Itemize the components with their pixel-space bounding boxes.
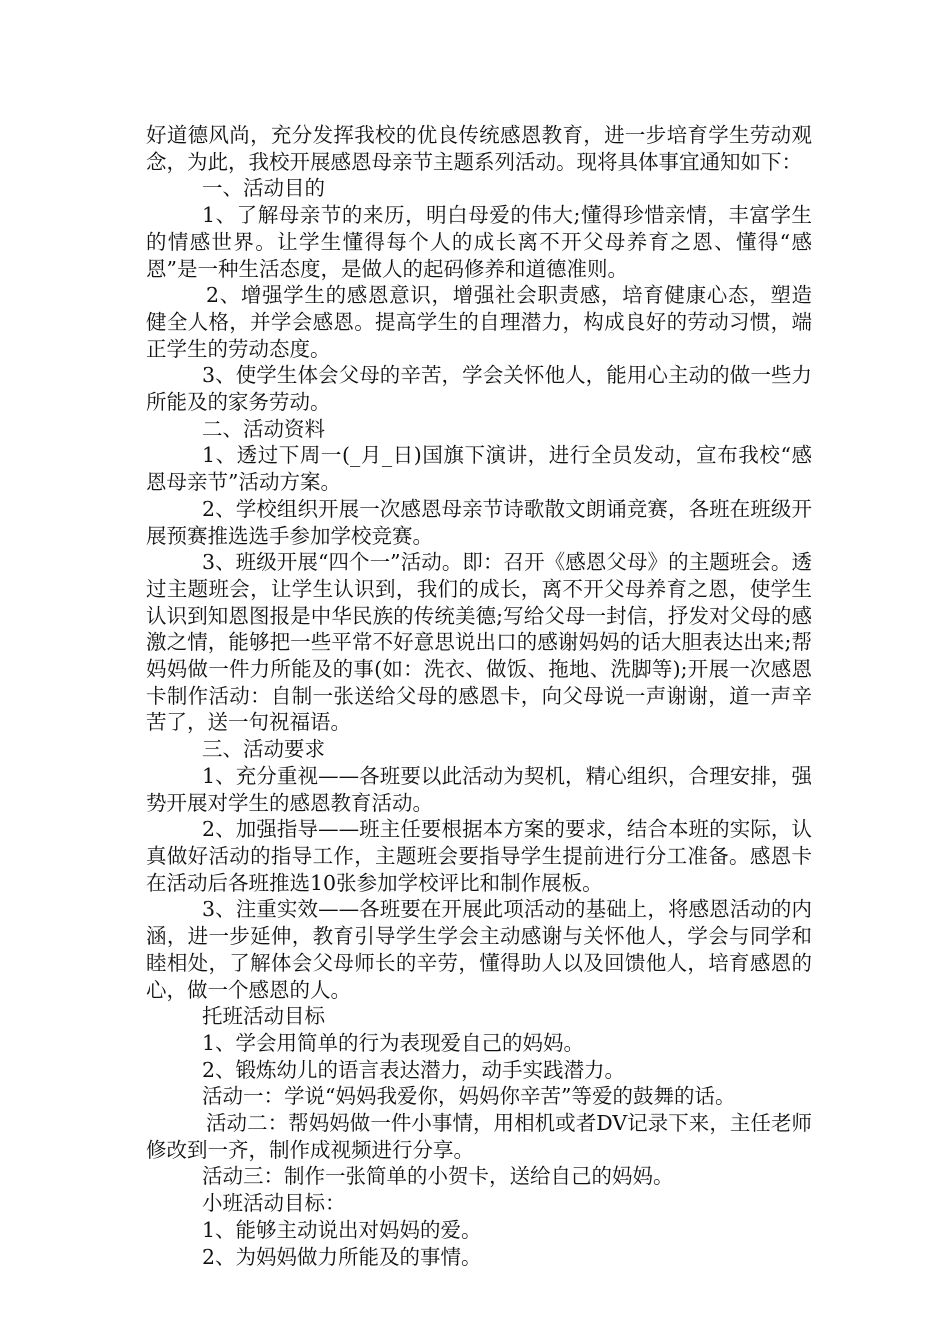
- list-item: 2、为妈妈做力所能及的事情。: [202, 1244, 482, 1269]
- list-item: 活动三：制作一张简单的小贺卡，送给自己的妈妈。: [202, 1164, 674, 1189]
- heading-small-class-goals: 小班活动目标：: [202, 1191, 346, 1216]
- paragraph: 2、加强指导——班主任要根据本方案的要求，结合本班的实际，认真做好活动的指导工作，主题班会要指导学生提前进行分工准备。感恩卡在活动后各班推选10张参加学校评比和制作展板。: [146, 817, 812, 895]
- paragraph: 3、注重实效——各班要在开展此项活动的基础上，将感恩活动的内涵，进一步延伸，教育引导学生学会主动感谢与关怀他人，学会与同学和睦相处，了解体会父母师长的辛劳，懂得助人以及回馈他人，培育感恩的心，做一个感恩的人。: [146, 897, 812, 1002]
- list-item: 活动二：帮妈妈做一件小事情，用相机或者DV记录下来，主任老师修改到一齐，制作成视频进行分享。: [146, 1111, 812, 1162]
- paragraph: 3、使学生体会父母的辛苦，学会关怀他人，能用心主动的做一些力所能及的家务劳动。: [146, 363, 812, 415]
- paragraph: 1、充分重视——各班要以此活动为契机，精心组织，合理安排，强势开展对学生的感恩教育活动。: [146, 763, 812, 815]
- paragraph: 2、增强学生的感恩意识，增强社会职责感，培育健康心态，塑造健全人格，并学会感恩。提高学生的自理潜力，构成良好的劳动习惯，端正学生的劳动态度。: [146, 283, 812, 361]
- paragraph: 2、学校组织开展一次感恩母亲节诗歌散文朗诵竞赛，各班在班级开展预赛推选选手参加学校竞赛。: [146, 496, 812, 548]
- paragraph: 1、了解母亲节的来历，明白母爱的伟大;懂得珍惜亲情，丰富学生的情感世界。让学生懂得每个人的成长离不开父母养育之恩、懂得“感恩”是一种生活态度，是做人的起码修养和道德准则。: [146, 203, 812, 281]
- section-heading-requirements: 三、活动要求: [202, 737, 325, 762]
- paragraph-intro: 好道德风尚，充分发挥我校的优良传统感恩教育，进一步培育学生劳动观念，为此，我校开展感恩母亲节主题系列活动。现将具体事宜通知如下：: [146, 123, 812, 174]
- heading-toddler-goals: 托班活动目标: [202, 1004, 325, 1029]
- list-item: 活动一：学说“妈妈我爱你，妈妈你辛苦”等爱的鼓舞的话。: [202, 1084, 736, 1109]
- paragraph: 3、班级开展“四个一”活动。即：召开《感恩父母》的主题班会。透过主题班会，让学生认识到，我们的成长，离不开父母养育之恩，使学生认识到知恩图报是中华民族的传统美德;写给父母一封信，抒发对父母的感激之情，能够把一些平常不好意思说出口的感谢妈妈的话大胆表达出来;帮妈妈做一件力所能及的事(如：洗衣、做饭、拖地、洗脚等);开展一次感恩卡制作活动：自制一张送给父母的感恩卡，向父母说一声谢谢，道一声辛苦了，送一句祝福语。: [146, 550, 812, 735]
- section-heading-materials: 二、活动资料: [202, 416, 325, 441]
- document-body: [146, 122, 812, 1270]
- list-item: 2、锻炼幼儿的语言表达潜力，动手实践潜力。: [202, 1057, 626, 1082]
- list-item: 1、能够主动说出对妈妈的爱。: [202, 1217, 482, 1242]
- paragraph: 1、透过下周一(_月_日)国旗下演讲，进行全员发动，宣布我校“感恩母亲节”活动方案。: [146, 443, 812, 495]
- list-item: 1、学会用简单的行为表现爱自己的妈妈。: [202, 1030, 585, 1055]
- section-heading-purpose: 一、活动目的: [202, 176, 325, 201]
